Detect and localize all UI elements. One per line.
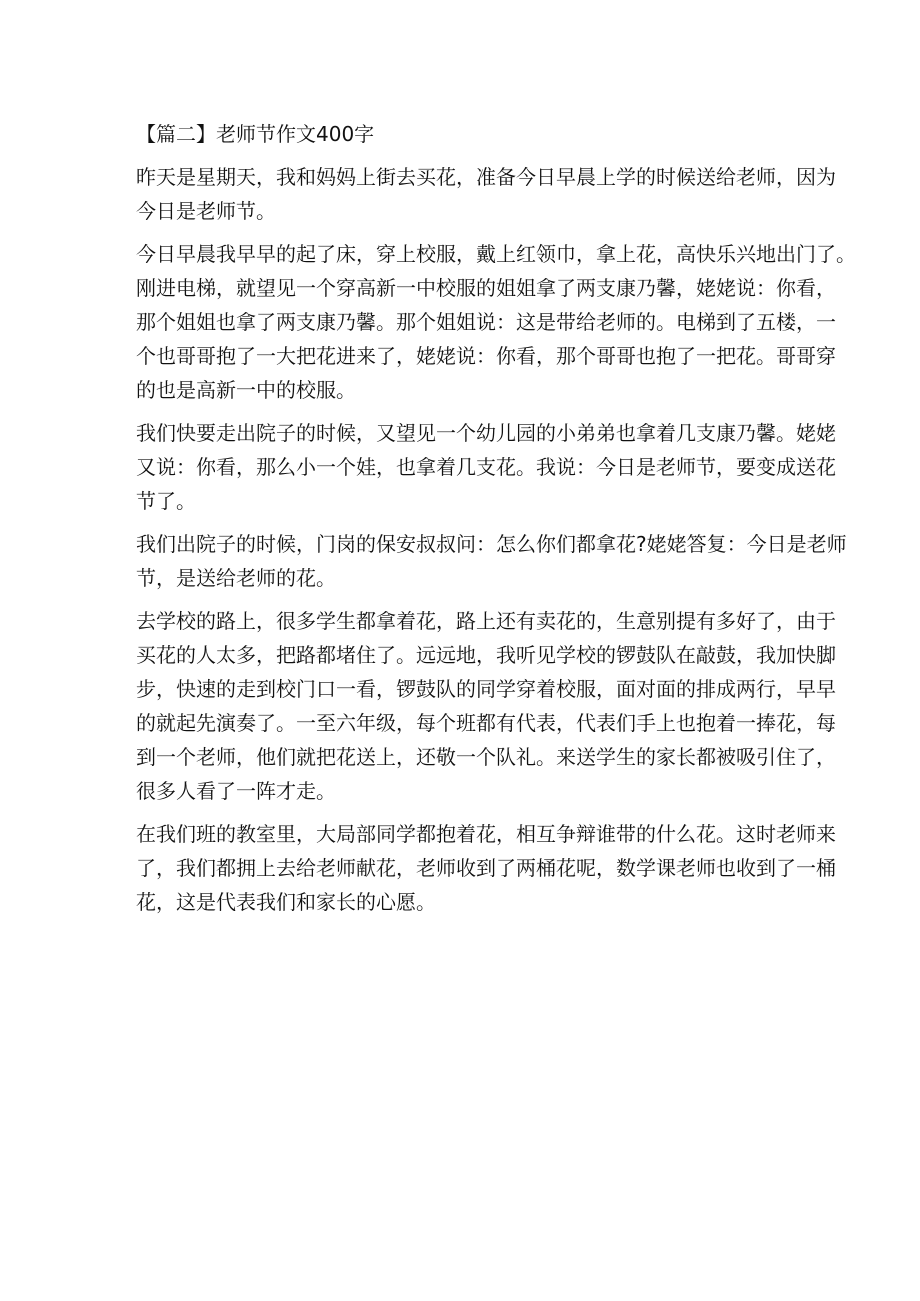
text-line: 在我们班的教室里，大局部同学都抱着花，相互争辩谁带的什么花。这时老师来	[136, 822, 836, 846]
text-line: 又说：你看，那么小一个娃，也拿着几支花。我说：今日是老师节，要变成送花	[136, 455, 836, 479]
text-line: 花，这是代表我们和家长的心愿。	[136, 890, 436, 914]
text-line: 到一个老师，他们就把花送上，还敬一个队礼。来送学生的家长都被吸引住了，	[136, 745, 836, 769]
text-line: 我们快要走出院子的时候，又望见一个幼儿园的小弟弟也拿着几支康乃馨。姥姥	[136, 421, 836, 445]
text-line: 我们出院子的时候，门岗的保安叔叔问：怎么你们都拿花?姥姥答复：今日是老师	[136, 532, 847, 556]
text-line: 今日是老师节。	[136, 199, 276, 223]
text-line: 的就起先演奏了。一至六年级，每个班都有代表，代表们手上也抱着一捧花，每	[136, 711, 836, 735]
text-line: 个也哥哥抱了一大把花进来了，姥姥说：你看，那个哥哥也抱了一把花。哥哥穿	[136, 344, 836, 368]
text-line: 节，是送给老师的花。	[136, 566, 336, 590]
paragraph-6	[136, 817, 836, 919]
essay-title: 【篇二】老师节作文400字	[136, 122, 375, 146]
text-line: 的也是高新一中的校服。	[136, 378, 356, 402]
text-line: 刚进电梯，就望见一个穿高新一中校服的姐姐拿了两支康乃馨，姥姥说：你看，	[136, 276, 836, 300]
text-line: 步，快速的走到校门口一看，锣鼓队的同学穿着校服，面对面的排成两行，早早	[136, 677, 836, 701]
text-line: 那个姐姐也拿了两支康乃馨。那个姐姐说：这是带给老师的。电梯到了五楼，一	[136, 310, 836, 334]
paragraph-1	[136, 160, 836, 228]
text-line: 节了。	[136, 489, 196, 513]
text-line: 了，我们都拥上去给老师献花，老师收到了两桶花呢，数学课老师也收到了一桶	[136, 856, 836, 880]
paragraph-3	[136, 416, 836, 518]
text-line: 今日早晨我早早的起了床，穿上校服，戴上红领巾，拿上花，高快乐兴地出门了。	[136, 242, 856, 266]
text-line: 买花的人太多，把路都堵住了。远远地，我听见学校的锣鼓队在敲鼓，我加快脚	[136, 643, 836, 667]
paragraph-5	[136, 604, 836, 808]
text-line: 昨天是星期天，我和妈妈上街去买花，准备今日早晨上学的时候送给老师，因为	[136, 165, 836, 189]
essay-body	[136, 117, 856, 919]
text-line: 去学校的路上，很多学生都拿着花，路上还有卖花的，生意别提有多好了，由于	[136, 609, 836, 633]
paragraph-4	[136, 527, 847, 595]
text-line: 很多人看了一阵才走。	[136, 779, 336, 803]
paragraph-2	[136, 237, 856, 407]
